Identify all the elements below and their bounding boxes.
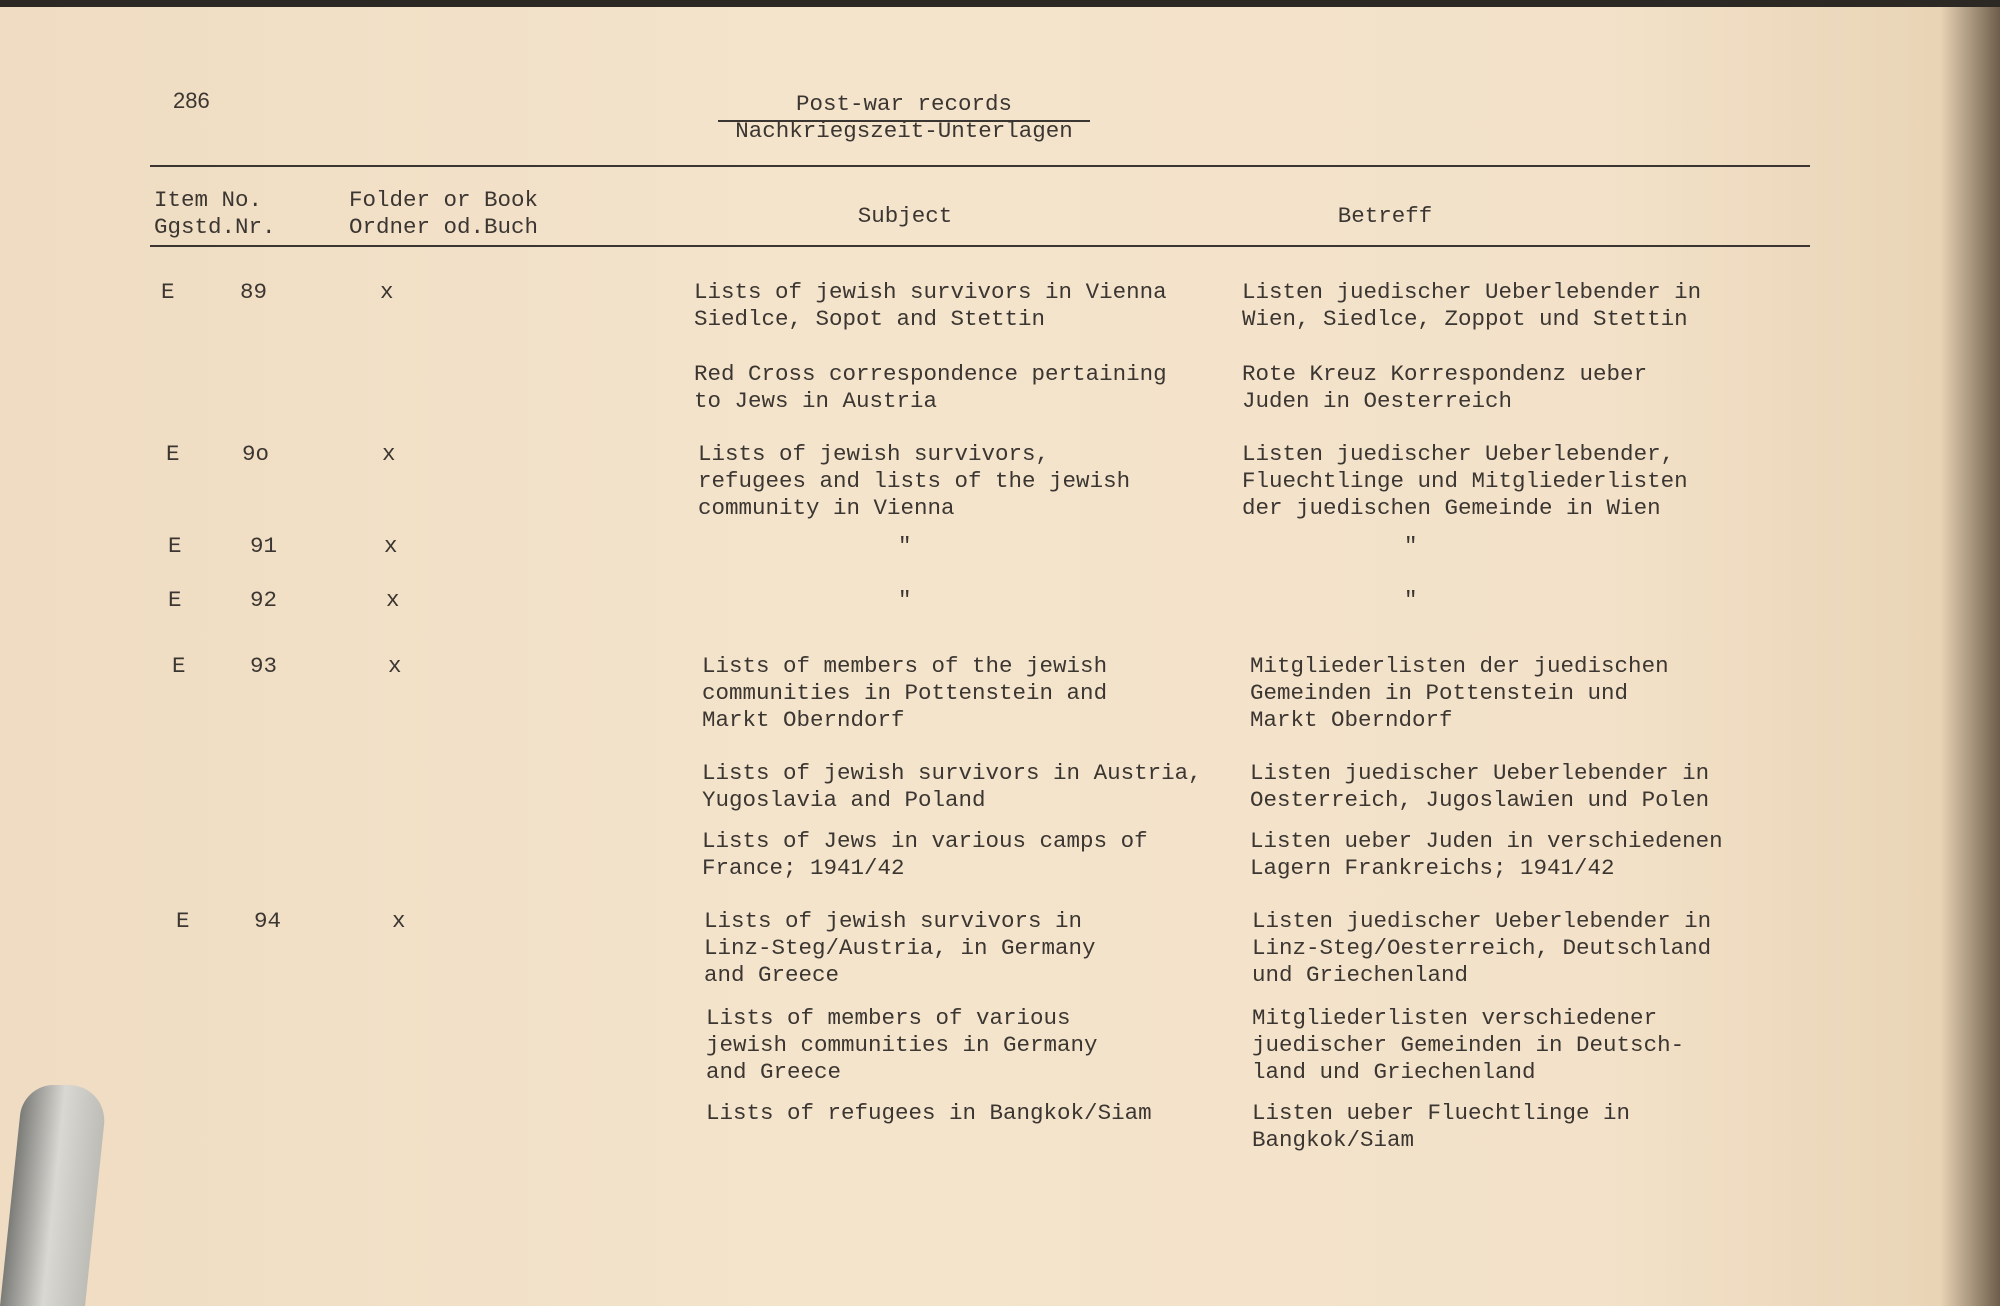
header-folder-en: Folder or Book — [349, 187, 539, 213]
item-letter: E — [168, 533, 182, 559]
header-item-no-en: Item No. — [154, 187, 263, 213]
header-top-rule — [150, 165, 1810, 167]
subject-line: Lists of refugees in Bangkok/Siam — [706, 1100, 1152, 1126]
subject-line: Siedlce, Sopot and Stettin — [694, 306, 1046, 332]
subject-line: Lists of members of various — [706, 1005, 1071, 1031]
betreff-line: und Griechenland — [1252, 962, 1469, 988]
betreff-line: Listen ueber Fluechtlinge in — [1252, 1100, 1631, 1126]
betreff-line: " — [1404, 587, 1418, 613]
subject-line: Lists of Jews in various camps of — [702, 828, 1148, 854]
title-english: Post-war records — [795, 91, 1013, 117]
item-number: 94 — [254, 908, 282, 934]
betreff-line: Listen juedischer Ueberlebender in — [1252, 908, 1712, 934]
betreff-line: Listen juedischer Ueberlebender in — [1250, 760, 1710, 786]
header-item-no-de: Ggstd.Nr. — [154, 214, 276, 240]
subject-line: refugees and lists of the jewish — [698, 468, 1131, 494]
betreff-line: Listen juedischer Ueberlebender in — [1242, 279, 1702, 305]
folder-mark: x — [388, 653, 402, 679]
betreff-line: Rote Kreuz Korrespondenz ueber — [1242, 361, 1648, 387]
item-letter: E — [161, 279, 175, 305]
betreff-line: Listen juedischer Ueberlebender, — [1242, 441, 1675, 467]
betreff-line: Juden in Oesterreich — [1242, 388, 1513, 414]
betreff-line: Markt Oberndorf — [1250, 707, 1453, 733]
subject-line: community in Vienna — [698, 495, 955, 521]
item-letter: E — [168, 587, 182, 613]
page-number: 286 — [173, 88, 210, 113]
scan-top-edge — [0, 0, 2000, 7]
subject-line: Linz-Steg/Austria, in Germany — [704, 935, 1096, 961]
item-number: 91 — [250, 533, 278, 559]
subject-line: Lists of jewish survivors in Vienna — [694, 279, 1167, 305]
betreff-line: Oesterreich, Jugoslawien und Polen — [1250, 787, 1710, 813]
item-number: 89 — [240, 279, 268, 305]
header-betreff: Betreff — [1337, 203, 1433, 229]
betreff-line: Gemeinden in Pottenstein und — [1250, 680, 1629, 706]
betreff-line: Bangkok/Siam — [1252, 1127, 1415, 1153]
subject-line: Lists of members of the jewish — [702, 653, 1108, 679]
betreff-line: Linz-Steg/Oesterreich, Deutschland — [1252, 935, 1712, 961]
subject-line: " — [898, 533, 912, 559]
item-number: 93 — [250, 653, 278, 679]
subject-line: Markt Oberndorf — [702, 707, 905, 733]
subject-line: communities in Pottenstein and — [702, 680, 1108, 706]
folder-mark: x — [380, 279, 394, 305]
betreff-line: Wien, Siedlce, Zoppot und Stettin — [1242, 306, 1688, 332]
subject-line: to Jews in Austria — [694, 388, 938, 414]
subject-line: " — [898, 587, 912, 613]
subject-line: Lists of jewish survivors in — [704, 908, 1083, 934]
subject-line: Lists of jewish survivors in Austria, — [702, 760, 1202, 786]
item-letter: E — [176, 908, 190, 934]
betreff-line: " — [1404, 533, 1418, 559]
subject-line: Lists of jewish survivors, — [698, 441, 1050, 467]
subject-line: and Greece — [704, 962, 840, 988]
folder-mark: x — [386, 587, 400, 613]
betreff-line: der juedischen Gemeinde in Wien — [1242, 495, 1661, 521]
subject-line: France; 1941/42 — [702, 855, 905, 881]
subject-line: jewish communities in Germany — [706, 1032, 1098, 1058]
item-letter: E — [172, 653, 186, 679]
header-subject: Subject — [857, 203, 953, 229]
subject-line: Yugoslavia and Poland — [702, 787, 986, 813]
title-german: Nachkriegszeit-Unterlagen — [735, 118, 1073, 144]
item-letter: E — [166, 441, 180, 467]
betreff-line: Listen ueber Juden in verschiedenen — [1250, 828, 1723, 854]
betreff-line: Fluechtlinge und Mitgliederlisten — [1242, 468, 1688, 494]
betreff-line: juedischer Gemeinden in Deutsch- — [1252, 1032, 1685, 1058]
item-number: 92 — [250, 587, 278, 613]
folder-mark: x — [384, 533, 398, 559]
subject-line: and Greece — [706, 1059, 842, 1085]
betreff-line: Lagern Frankreichs; 1941/42 — [1250, 855, 1615, 881]
subject-line: Red Cross correspondence pertaining — [694, 361, 1167, 387]
folder-mark: x — [382, 441, 396, 467]
betreff-line: Mitgliederlisten der juedischen — [1250, 653, 1669, 679]
header-folder-de: Ordner od.Buch — [349, 214, 539, 240]
item-number: 9o — [242, 441, 270, 467]
folder-mark: x — [392, 908, 406, 934]
betreff-line: Mitgliederlisten verschiedener — [1252, 1005, 1658, 1031]
header-bottom-rule — [150, 245, 1810, 247]
betreff-line: land und Griechenland — [1252, 1059, 1536, 1085]
document-page — [0, 7, 1985, 1306]
